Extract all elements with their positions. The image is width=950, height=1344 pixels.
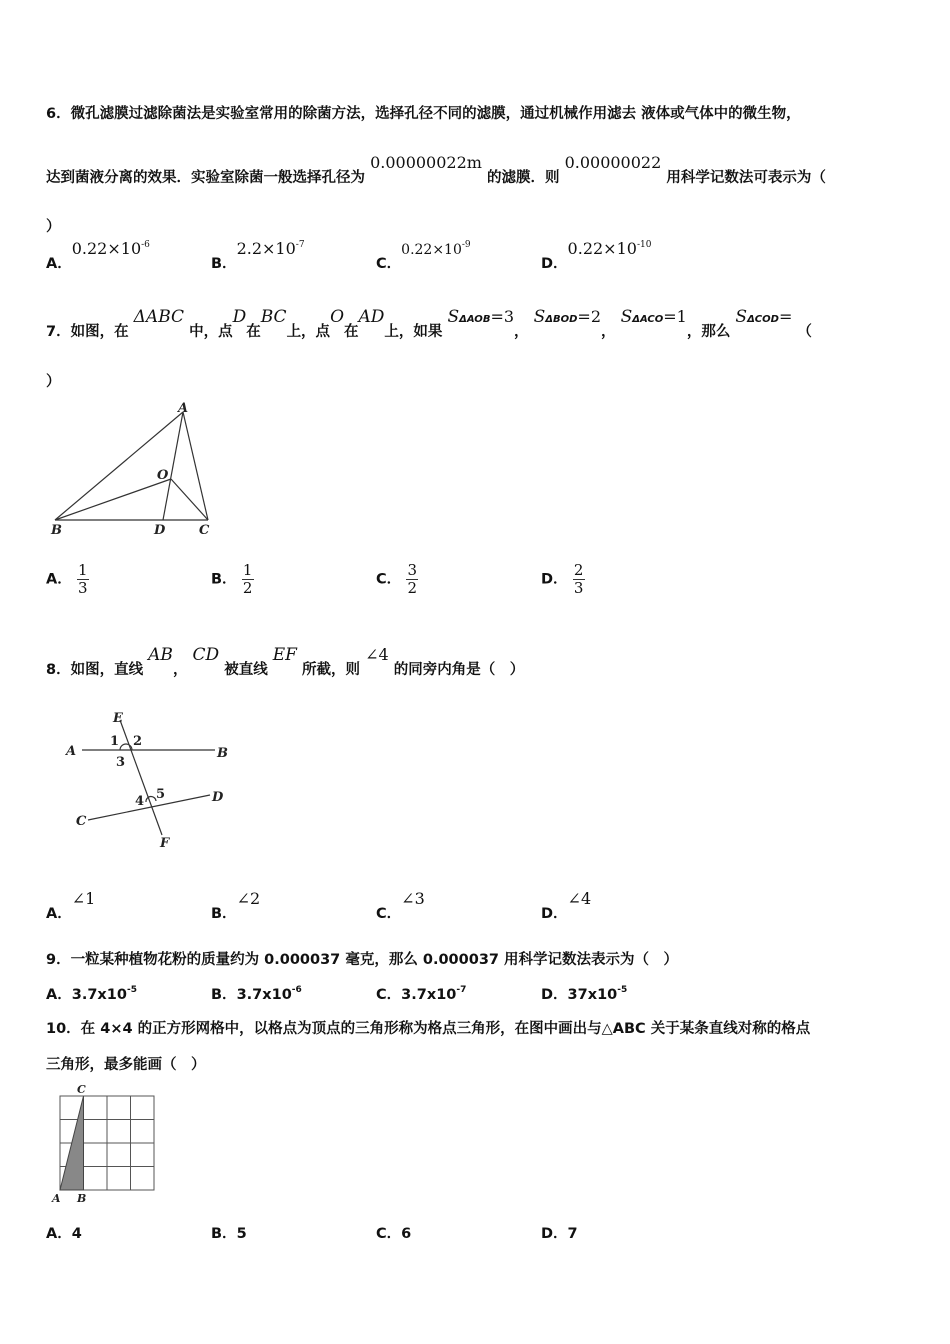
q8-line1 bbox=[46, 645, 525, 679]
q6-text1: 微孔滤膜过滤除菌法是实验室常用的除菌方法，选择孔径不同的滤膜，通过机械作用滤去 液体或气体中的微生物， bbox=[70, 106, 801, 122]
q7-area-bod: SΔBOD=2 bbox=[533, 307, 602, 327]
q7-area-cod: SΔCOD= bbox=[735, 307, 793, 327]
q6-number: 6． bbox=[46, 106, 71, 122]
q7-line1 bbox=[46, 307, 812, 341]
q6-text3: 的滤膜．则 bbox=[487, 170, 560, 186]
option-value: 6 bbox=[401, 1226, 412, 1242]
q7-option-a[interactable] bbox=[46, 562, 89, 597]
option-base: 3.7x10 bbox=[71, 987, 127, 1003]
q7-text: 在 bbox=[344, 324, 359, 340]
option-label: D． bbox=[541, 256, 568, 272]
option-exp: -7 bbox=[295, 240, 305, 250]
option-label: A． bbox=[46, 256, 72, 272]
q8-comma: ， bbox=[172, 662, 188, 678]
q10-text1: 10．在 4×4 的正方形网格中，以格点为顶点的三角形称为格点三角形，在图中画出与△ABC 关于某条直线对称的格点 bbox=[46, 1021, 811, 1037]
option-exp: -10 bbox=[636, 240, 652, 250]
q9-option-a[interactable] bbox=[46, 983, 137, 1004]
segment-ad bbox=[163, 412, 183, 520]
label-d: D bbox=[212, 790, 224, 805]
label-f: F bbox=[160, 836, 170, 851]
q6-text4: 用科学记数法可表示为（ bbox=[666, 170, 826, 186]
label-e: E bbox=[113, 711, 123, 726]
q6-expr-pore-size: 0.00000022m bbox=[370, 153, 482, 172]
option-label: A． bbox=[46, 906, 72, 922]
option-base: 0.22×10 bbox=[567, 239, 637, 258]
q7-comma: ， bbox=[514, 324, 529, 340]
q8-text: 如图，直线 bbox=[70, 662, 144, 678]
q7-area-aob: SΔAOB=3 bbox=[447, 307, 515, 327]
option-label: C． bbox=[376, 1226, 402, 1242]
q7-text: （ bbox=[797, 324, 812, 340]
option-label: D． bbox=[541, 571, 568, 588]
label-d: D bbox=[154, 523, 166, 538]
q7-text: 在 bbox=[246, 324, 261, 340]
option-label: B． bbox=[211, 906, 237, 922]
q7-option-c[interactable] bbox=[376, 562, 418, 597]
option-fraction: $\frac{1}{3}$ bbox=[78, 561, 88, 597]
option-label: A． bbox=[46, 571, 72, 588]
option-base: 3.7x10 bbox=[236, 987, 292, 1003]
option-exp: -7 bbox=[456, 985, 467, 995]
label-b: B bbox=[217, 746, 228, 761]
angle-arc-bottom bbox=[146, 796, 156, 802]
label-angle5: 5 bbox=[156, 787, 166, 802]
q8-transversal-figure bbox=[60, 705, 240, 855]
q6-expr-number: 0.00000022 bbox=[564, 153, 662, 172]
q7-option-b[interactable] bbox=[211, 562, 254, 597]
q7-area-aco: SΔACO=1 bbox=[620, 307, 687, 327]
q8-math-ef: EF bbox=[272, 645, 297, 665]
q6-text2: 达到菌液分离的效果．实验室除菌一般选择孔径为 bbox=[46, 170, 365, 186]
q7-text: 上，如果 bbox=[384, 324, 443, 340]
option-label: B． bbox=[211, 256, 237, 272]
option-exp: -9 bbox=[461, 240, 471, 250]
label-angle2: 2 bbox=[133, 734, 143, 749]
label-angle1: 1 bbox=[110, 734, 120, 749]
q8-option-b[interactable] bbox=[211, 889, 261, 923]
q8-text: 所截，则 bbox=[302, 662, 361, 678]
q8-option-c[interactable] bbox=[376, 889, 425, 923]
option-label: A． bbox=[46, 987, 72, 1003]
option-label: C． bbox=[376, 571, 402, 588]
option-label: D． bbox=[541, 1226, 568, 1242]
q8-text: 的同旁内角是（ ） bbox=[393, 662, 525, 678]
label-b: B bbox=[77, 1192, 87, 1205]
option-label: D． bbox=[541, 906, 568, 922]
option-label: A． bbox=[46, 1226, 72, 1242]
label-a: A bbox=[66, 744, 77, 759]
option-value: ∠2 bbox=[236, 889, 261, 908]
option-label: C． bbox=[376, 256, 402, 272]
q7-text: 如图，在 bbox=[70, 324, 129, 340]
label-o: O bbox=[157, 468, 169, 483]
q8-option-a[interactable] bbox=[46, 889, 96, 923]
option-base: 3.7x10 bbox=[401, 987, 457, 1003]
q7-math-bc: BC bbox=[260, 307, 287, 327]
option-exp: -6 bbox=[291, 985, 302, 995]
segment-ac bbox=[183, 412, 208, 520]
q7-math-o: O bbox=[330, 307, 344, 327]
label-c: C bbox=[199, 523, 210, 538]
option-fraction: $\frac{3}{2}$ bbox=[407, 561, 417, 597]
option-value: ∠1 bbox=[71, 889, 96, 908]
q6-line1 bbox=[46, 102, 801, 123]
label-a: A bbox=[178, 401, 189, 416]
q7-comma: ， bbox=[601, 324, 616, 340]
option-label: B． bbox=[211, 571, 237, 588]
option-value: ∠4 bbox=[567, 889, 592, 908]
q7-number: 7． bbox=[46, 324, 71, 340]
option-label: B． bbox=[211, 1226, 237, 1242]
option-label: B． bbox=[211, 987, 237, 1003]
option-base: 0.22×10 bbox=[401, 242, 462, 258]
q8-math-cd: CD bbox=[192, 645, 220, 665]
option-exp: -6 bbox=[141, 240, 150, 250]
label-a: A bbox=[52, 1192, 61, 1205]
option-value: 5 bbox=[236, 1226, 247, 1242]
option-value: 7 bbox=[567, 1226, 578, 1242]
q8-math-angle4: ∠4 bbox=[365, 645, 389, 664]
label-c: C bbox=[77, 1083, 86, 1096]
q8-text: 被直线 bbox=[224, 662, 268, 678]
option-label: C． bbox=[376, 987, 402, 1003]
q8-number: 8． bbox=[46, 662, 71, 678]
q9-option-d[interactable] bbox=[541, 983, 627, 1004]
option-exp: -5 bbox=[126, 985, 137, 995]
label-c: C bbox=[76, 814, 87, 829]
option-base: 0.22×10 bbox=[71, 239, 142, 258]
q7-math-triangle: ΔABC bbox=[133, 307, 185, 327]
segment-oc bbox=[171, 479, 208, 520]
option-value: ∠3 bbox=[401, 889, 425, 908]
option-label: D． bbox=[541, 987, 568, 1003]
label-angle4: 4 bbox=[135, 794, 145, 809]
q9-text: 9．一粒某种植物花粉的质量约为 0.000037 毫克，那么 0.000037 用科学记数法表示为（ ） bbox=[46, 952, 679, 968]
q10-option-c[interactable] bbox=[376, 1222, 411, 1243]
q10-option-d[interactable] bbox=[541, 1222, 578, 1243]
label-angle3: 3 bbox=[116, 755, 126, 770]
q7-triangle-figure bbox=[40, 398, 230, 543]
q7-close-paren: ） bbox=[46, 374, 61, 390]
q7-text: ，那么 bbox=[686, 324, 731, 340]
q10-option-b[interactable] bbox=[211, 1222, 247, 1243]
q10-option-a[interactable] bbox=[46, 1222, 82, 1243]
q9-option-b[interactable] bbox=[211, 983, 302, 1004]
q7-math-ad: AD bbox=[358, 307, 385, 327]
segment-ab bbox=[55, 412, 183, 520]
label-b: B bbox=[51, 523, 62, 538]
option-label: C． bbox=[376, 906, 402, 922]
q7-math-d: D bbox=[232, 307, 247, 327]
option-fraction: $\frac{2}{3}$ bbox=[573, 561, 584, 597]
q8-option-d[interactable] bbox=[541, 889, 592, 923]
option-base: 2.2×10 bbox=[236, 239, 296, 258]
option-base: 37x10 bbox=[567, 987, 618, 1003]
q10-grid-figure bbox=[46, 1080, 166, 1210]
q10-text2: 三角形，最多能画（ ） bbox=[46, 1057, 206, 1073]
q8-math-ab: AB bbox=[148, 645, 173, 665]
option-value: 4 bbox=[71, 1226, 82, 1242]
q7-text: 上，点 bbox=[286, 324, 331, 340]
option-fraction: $\frac{1}{2}$ bbox=[242, 561, 253, 597]
q6-line2 bbox=[46, 153, 826, 187]
q6-close-paren: ） bbox=[46, 219, 61, 235]
q7-text: 中，点 bbox=[189, 324, 233, 340]
segment-bo bbox=[55, 479, 171, 520]
option-exp: -5 bbox=[617, 985, 628, 995]
q9-option-c[interactable] bbox=[376, 983, 466, 1004]
q7-option-d[interactable] bbox=[541, 562, 585, 597]
